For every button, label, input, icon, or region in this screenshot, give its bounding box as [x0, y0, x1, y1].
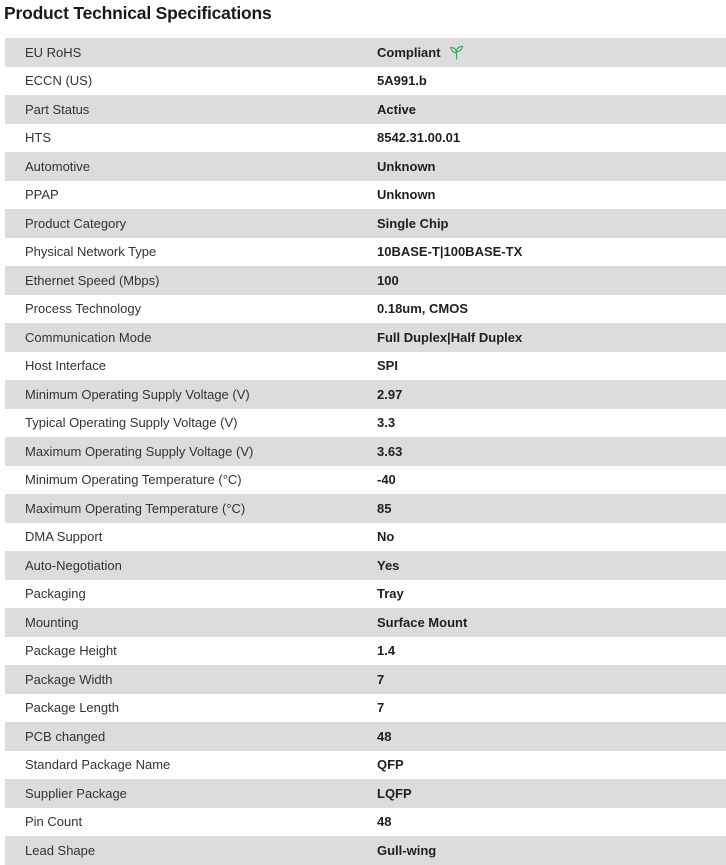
spec-value: Gull-wing — [377, 842, 437, 858]
spec-value: 3.3 — [377, 415, 396, 431]
table-row — [5, 751, 726, 780]
spec-value: Surface Mount — [377, 614, 468, 630]
spec-value: 100 — [377, 272, 399, 288]
table-row — [5, 608, 726, 637]
table-row — [5, 637, 726, 666]
table-row — [5, 380, 726, 409]
rohs-leaf-icon — [449, 45, 464, 60]
spec-value: 48 — [377, 728, 392, 744]
spec-value: Compliant — [377, 44, 441, 60]
spec-label: Package Width — [25, 671, 113, 687]
spec-value: 3.63 — [377, 443, 403, 459]
spec-label: ECCN (US) — [25, 73, 93, 89]
spec-label: Maximum Operating Temperature (°C) — [25, 500, 246, 516]
spec-label: PCB changed — [25, 728, 106, 744]
spec-label: Pin Count — [25, 814, 83, 830]
table-row — [5, 494, 726, 523]
spec-value: No — [377, 529, 395, 545]
spec-label: Product Category — [25, 215, 127, 231]
table-row — [5, 694, 726, 723]
table-row — [5, 523, 726, 552]
spec-label: Lead Shape — [25, 842, 96, 858]
spec-value: Tray — [377, 586, 404, 602]
spec-table — [5, 38, 726, 865]
table-row — [5, 352, 726, 381]
spec-label: Part Status — [25, 101, 90, 117]
spec-value: Active — [377, 101, 417, 117]
table-row — [5, 295, 726, 324]
table-row — [5, 266, 726, 295]
table-row — [5, 551, 726, 580]
spec-label: Communication Mode — [25, 329, 152, 345]
table-row — [5, 238, 726, 267]
table-row — [5, 466, 726, 495]
spec-label: Ethernet Speed (Mbps) — [25, 272, 160, 288]
table-row — [5, 152, 726, 181]
spec-value: Single Chip — [377, 215, 449, 231]
spec-value: 48 — [377, 814, 392, 830]
table-row — [5, 323, 726, 352]
table-row — [5, 409, 726, 438]
table-row — [5, 580, 726, 609]
spec-label: EU RoHS — [25, 44, 82, 60]
spec-value: 7 — [377, 700, 385, 716]
spec-label: Standard Package Name — [25, 757, 171, 773]
spec-value: LQFP — [377, 785, 412, 801]
spec-label: Mounting — [25, 614, 79, 630]
spec-value: 85 — [377, 500, 392, 516]
spec-label: Physical Network Type — [25, 244, 157, 260]
spec-value: 0.18um, CMOS — [377, 301, 469, 317]
page-title: Product Technical Specifications — [4, 3, 272, 23]
table-row — [5, 124, 726, 153]
spec-label: HTS — [25, 130, 51, 146]
table-row — [5, 181, 726, 210]
table-row — [5, 38, 726, 67]
spec-label: Packaging — [25, 586, 86, 602]
table-row — [5, 95, 726, 124]
spec-label: Typical Operating Supply Voltage (V) — [25, 415, 238, 431]
spec-value: Full Duplex|Half Duplex — [377, 329, 523, 345]
spec-value: 5A991.b — [377, 73, 427, 89]
spec-label: DMA Support — [25, 529, 103, 545]
spec-value: -40 — [377, 472, 396, 488]
spec-value: SPI — [377, 358, 398, 374]
spec-label: Host Interface — [25, 358, 106, 374]
table-row — [5, 209, 726, 238]
spec-value: Unknown — [377, 187, 436, 203]
spec-value: QFP — [377, 757, 404, 773]
table-row — [5, 779, 726, 808]
spec-label: Automotive — [25, 158, 91, 174]
spec-value: 10BASE-T|100BASE-TX — [377, 244, 523, 260]
table-row — [5, 67, 726, 96]
spec-value: Unknown — [377, 158, 436, 174]
spec-label: PPAP — [25, 187, 59, 203]
spec-label: Maximum Operating Supply Voltage (V) — [25, 443, 254, 459]
spec-label: Supplier Package — [25, 785, 127, 801]
table-row — [5, 722, 726, 751]
spec-label: Package Length — [25, 700, 119, 716]
spec-label: Package Height — [25, 643, 117, 659]
spec-label: Process Technology — [25, 301, 142, 317]
spec-value: 8542.31.00.01 — [377, 130, 461, 146]
table-row — [5, 665, 726, 694]
table-row — [5, 808, 726, 837]
table-row — [5, 437, 726, 466]
table-row — [5, 836, 726, 865]
spec-value: 1.4 — [377, 643, 396, 659]
spec-label: Minimum Operating Temperature (°C) — [25, 472, 242, 488]
spec-value: Yes — [377, 557, 400, 573]
spec-value: 2.97 — [377, 386, 403, 402]
spec-label: Minimum Operating Supply Voltage (V) — [25, 386, 250, 402]
spec-label: Auto-Negotiation — [25, 557, 122, 573]
spec-value: 7 — [377, 671, 385, 687]
